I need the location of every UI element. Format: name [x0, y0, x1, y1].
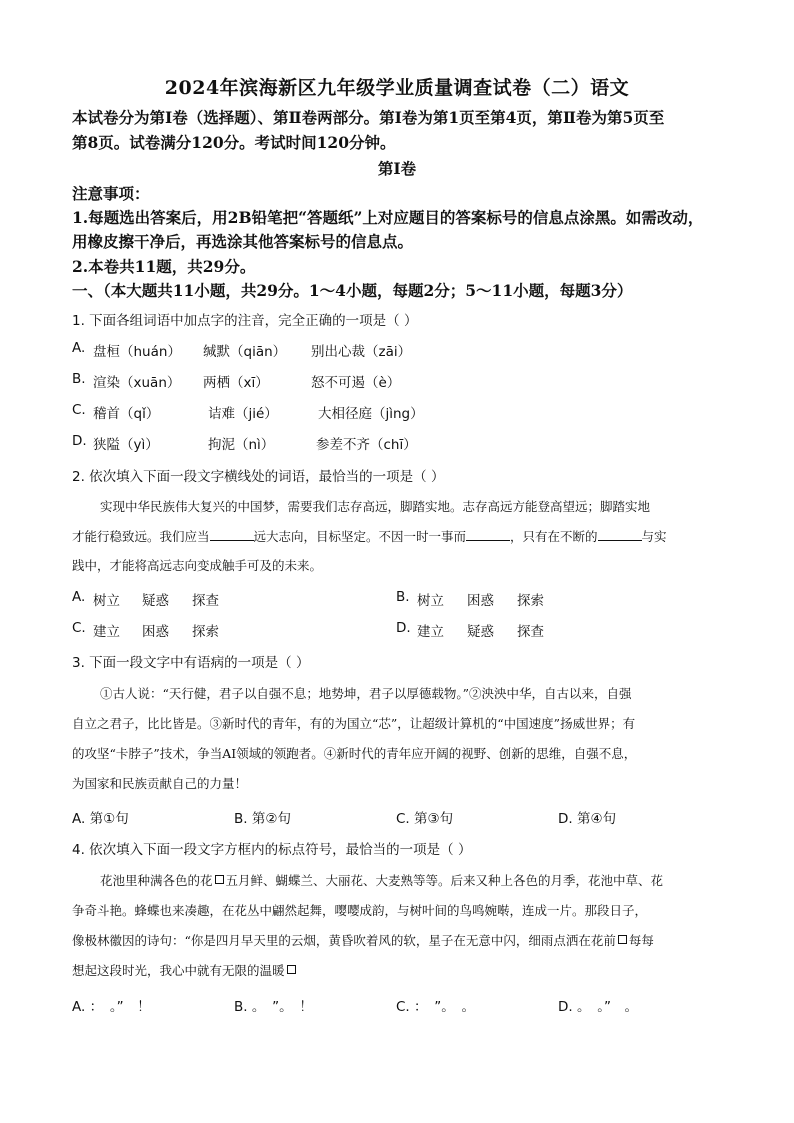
q4-option-b-label: B.: [234, 999, 248, 1015]
q1-option-b-label[interactable]: B.: [72, 371, 86, 387]
q2-passage-seg-3: ，只有在不断的: [510, 529, 598, 544]
q3-passage-line-4: 为国家和民族贡献自己的力量！: [72, 776, 248, 791]
q3-stem: 3. 下面一段文字中有语病的一项是（ ）: [72, 655, 310, 671]
q2-option-b-word-1: 树立: [417, 593, 444, 609]
q2-option-d-word-2: 疑惑: [467, 624, 494, 640]
q1-option-c-label[interactable]: C.: [72, 402, 86, 418]
q4-passage-seg-1: 花池里种满各色的花: [100, 873, 213, 888]
q2-stem: 2. 依次填入下面一段文字横线处的词语，最恰当的一项是（ ）: [72, 469, 445, 485]
q3-option-a-label: A.: [72, 811, 86, 827]
q4-option-c[interactable]: [396, 995, 475, 1015]
q4-passage-line-2: 争奇斗艳。蜂蝶也来凑趣，在花丛中翩然起舞，嘤嘤成韵，与树叶间的鸟鸣婉啭，连成一片。那段日子，: [72, 903, 648, 918]
q4-option-a-label: A.: [72, 999, 86, 1015]
q3-option-b-text: 第②句: [251, 811, 291, 827]
q2-option-c-word-2: 困惑: [142, 624, 169, 640]
q2-passage-line-2: [72, 526, 667, 545]
note-1-line-2: 用橡皮擦干净后，再选涂其他答案标号的信息点。: [72, 232, 414, 251]
q2-option-b-label[interactable]: B.: [396, 589, 410, 605]
q3-option-d-label: D.: [558, 811, 573, 827]
q2-passage-seg-4: 与实: [641, 529, 667, 544]
q3-option-a-text: 第①句: [89, 811, 129, 827]
q4-punct-box-3: [287, 965, 296, 974]
q2-option-a-word-2: 疑惑: [142, 593, 169, 609]
q2-option-d-word-1: 建立: [417, 624, 444, 640]
q3-passage-line-2: 自立之君子，比比皆是。③新时代的青年，有的为国立“芯”，让超级计算机的“中国速度”扬威世界；有: [72, 716, 636, 731]
q2-option-b-word-2: 困惑: [467, 593, 494, 609]
q2-passage-seg-1: 才能行稳致远。我们应当: [72, 529, 210, 544]
q4-option-b-text: 。 ”。 ！: [251, 999, 313, 1015]
q4-passage-seg-5: 想起这段时光，我心中就有无限的温暖: [72, 963, 285, 978]
q3-option-c[interactable]: [396, 807, 453, 827]
q2-option-d-label[interactable]: D.: [396, 620, 411, 636]
q4-option-c-label: C.: [396, 999, 410, 1015]
q4-passage-line-3: [72, 931, 654, 949]
q2-option-a-label[interactable]: A.: [72, 589, 86, 605]
q4-option-b[interactable]: [234, 995, 313, 1015]
q3-option-d[interactable]: [558, 807, 616, 827]
q2-option-b-word-3: 探索: [517, 593, 544, 609]
q1-option-b-word-3: 怒不可遏（è）: [311, 375, 401, 391]
q1-option-c-word-2: 诘难（jié）: [208, 406, 278, 422]
q2-option-c-word-3: 探索: [192, 624, 219, 640]
q1-option-b-word-1: 渲染（xuān）: [93, 375, 181, 391]
q3-option-c-text: 第③句: [414, 811, 454, 827]
q2-blank-2: [466, 526, 510, 541]
q4-option-d-text: 。 。” 。: [576, 999, 638, 1015]
q4-passage-seg-2: 五月鲜、蝴蝶兰、大丽花、大麦熟等等。后来又种上各色的月季，花池中草、花: [225, 873, 664, 888]
intro-line-1: 本试卷分为第Ⅰ卷（选择题）、第Ⅱ卷两部分。第Ⅰ卷为第1页至第4页，第Ⅱ卷为第5页至: [72, 108, 665, 127]
q1-option-d-word-1: 狭隘（yì）: [93, 437, 159, 453]
q4-punct-box-1: [215, 875, 224, 884]
q3-passage-line-1: ①古人说：“天行健，君子以自强不息；地势坤，君子以厚德载物。”②泱泱中华，自古以来，自强: [100, 686, 632, 701]
q2-blank-3: [598, 526, 642, 541]
note-1-line-1: 1.每题选出答案后，用2B铅笔把“答题纸”上对应题目的答案标号的信息点涂黑。如需改动，: [72, 208, 704, 227]
q1-option-d-word-3: 参差不齐（chī）: [316, 437, 417, 453]
q1-option-d-label[interactable]: D.: [72, 433, 87, 449]
q1-option-a-label[interactable]: A.: [72, 340, 86, 356]
q4-option-d[interactable]: [558, 995, 638, 1015]
section-1-heading: 一、（本大题共11小题，共29分。1～4小题，每题2分；5～11小题，每题3分）: [72, 281, 633, 300]
q4-option-a-text: ： 。” ！: [89, 999, 151, 1015]
q3-option-b-label: B.: [234, 811, 248, 827]
q4-option-c-text: ： ”。 。: [414, 999, 476, 1015]
q1-option-a-word-1: 盘桓（huán）: [93, 344, 181, 360]
intro-line-2: 第8页。试卷满分120分。考试时间120分钟。: [72, 133, 396, 152]
q1-option-a-word-3: 别出心裁（zāi）: [311, 344, 412, 360]
q4-passage-seg-3: 像极林徽因的诗句：“你是四月早天里的云烟，黄昏吹着风的软，星子在无意中闪，细雨点洒在花前: [72, 933, 616, 948]
notes-heading: 注意事项：: [72, 184, 150, 203]
q2-option-c-label[interactable]: C.: [72, 620, 86, 636]
q1-option-d-word-2: 拘泥（nì）: [208, 437, 275, 453]
q1-stem: 1. 下面各组词语中加点字的注音，完全正确的一项是（ ）: [72, 313, 418, 329]
q2-option-a-word-1: 树立: [93, 593, 120, 609]
q2-passage-seg-2: 远大志向，目标坚定。不因一时一事而: [253, 529, 467, 544]
q3-option-c-label: C.: [396, 811, 410, 827]
q2-option-a-word-3: 探查: [192, 593, 219, 609]
q4-passage-line-4: [72, 961, 298, 979]
q1-option-b-word-2: 两栖（xī）: [203, 375, 269, 391]
volume-label: 第Ⅰ卷: [377, 159, 417, 178]
q3-option-d-text: 第④句: [576, 811, 617, 827]
q4-passage-line-1: [100, 871, 663, 889]
q1-option-c-word-1: 稽首（qǐ）: [93, 406, 160, 422]
q3-option-b[interactable]: [234, 807, 291, 827]
q2-blank-1: [210, 526, 254, 541]
q4-option-d-label: D.: [558, 999, 573, 1015]
q2-passage-line-1: 实现中华民族伟大复兴的中国梦，需要我们志存高远，脚踏实地。志存高远方能登高望远；脚踏实地: [100, 499, 651, 514]
q4-passage-seg-4: 每每: [628, 933, 654, 948]
q4-stem: 4. 依次填入下面一段文字方框内的标点符号，最恰当的一项是（ ）: [72, 842, 472, 858]
q4-punct-box-2: [618, 935, 627, 944]
exam-title: 2024年滨海新区九年级学业质量调查试卷（二）语文: [164, 77, 630, 99]
q2-option-c-word-1: 建立: [93, 624, 120, 640]
q2-passage-line-3: 践中，才能将高远志向变成触手可及的未来。: [72, 558, 323, 573]
q3-passage-line-3: 的攻坚“卡脖子”技术，争当AI领域的领跑者。④新时代的青年应开阔的视野、创新的思维，自强不息，: [72, 746, 637, 761]
q2-option-d-word-3: 探查: [517, 624, 544, 640]
note-2: 2.本卷共11题，共29分。: [72, 257, 256, 276]
q1-option-a-word-2: 缄默（qiān）: [203, 344, 287, 360]
q3-option-a[interactable]: [72, 807, 129, 827]
q4-option-a[interactable]: [72, 995, 151, 1015]
q1-option-c-word-3: 大相径庭（jìng）: [318, 406, 424, 422]
